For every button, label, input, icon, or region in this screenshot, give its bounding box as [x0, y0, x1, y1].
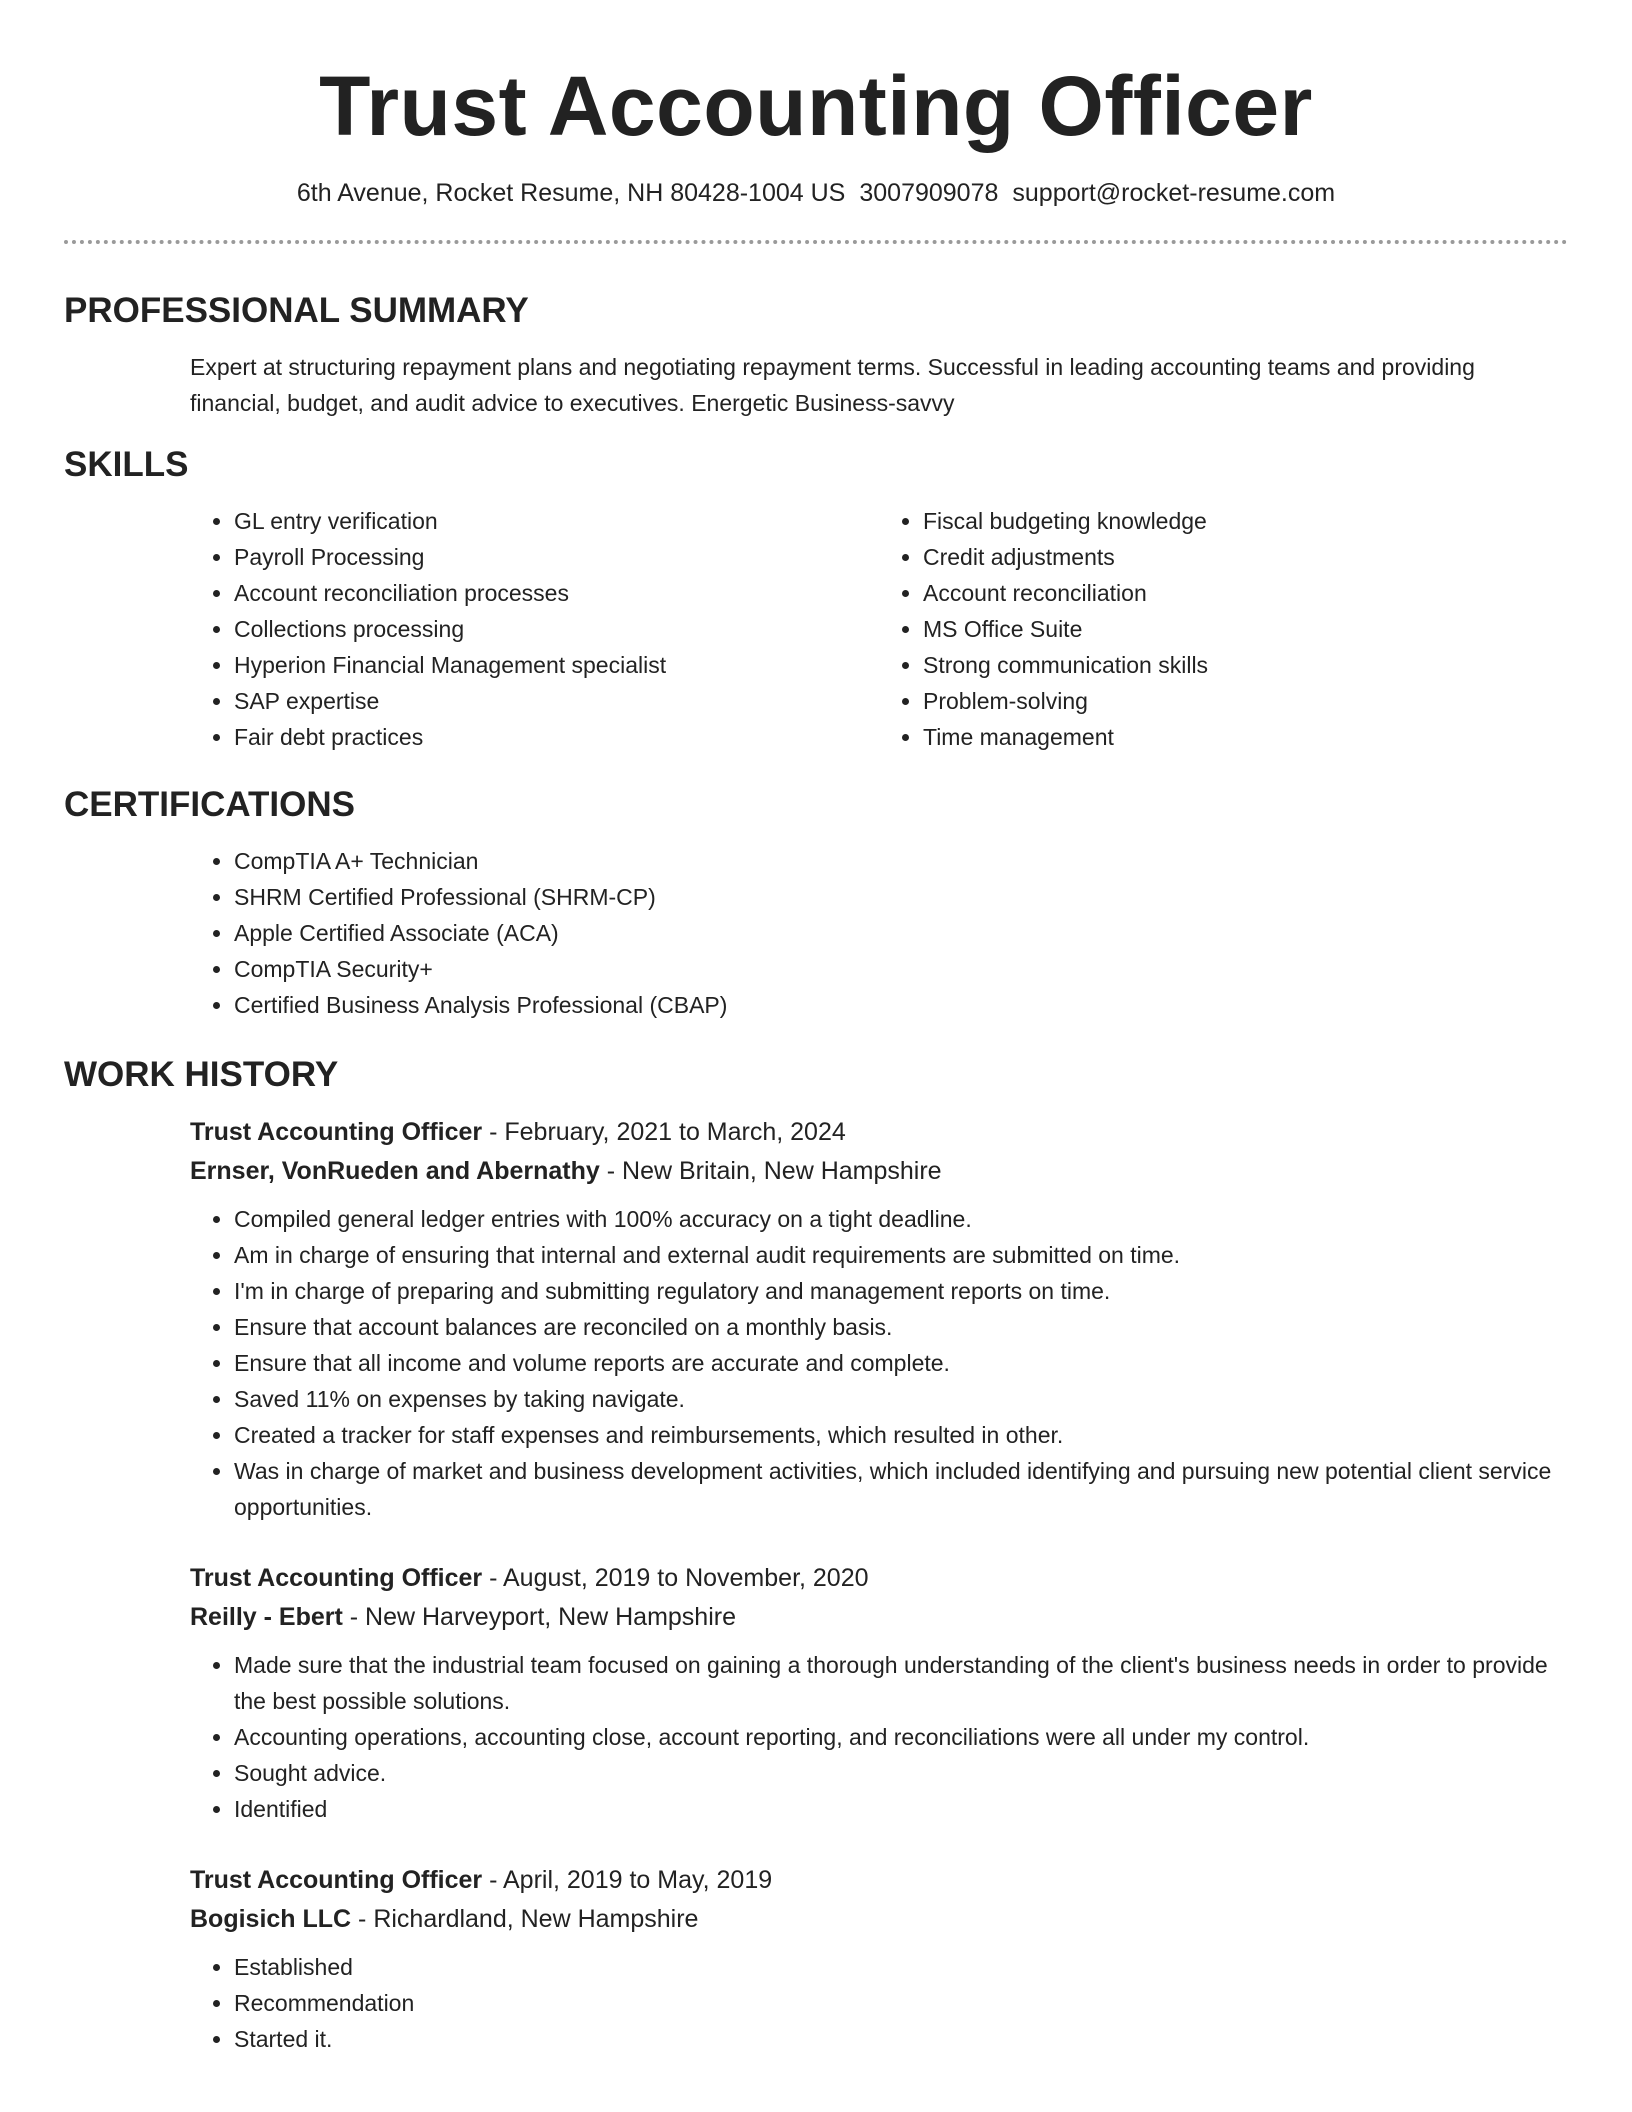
header-divider	[64, 240, 1568, 244]
skill-item: • Hyperion Financial Management specialist	[234, 647, 879, 683]
job-entry	[190, 1559, 1568, 1827]
job-bullet: • Recommendation	[234, 1985, 1568, 2021]
job-bullet: • I'm in charge of preparing and submitting regulatory and management reports on time.	[234, 1273, 1568, 1309]
job-location: - New Harveyport, New Hampshire	[342, 1603, 736, 1631]
skill-item: • Account reconciliation	[923, 575, 1568, 611]
contact-line	[64, 176, 1568, 210]
skill-item: • MS Office Suite	[923, 611, 1568, 647]
certifications-section	[64, 783, 1568, 1023]
skill-item: • Credit adjustments	[923, 539, 1568, 575]
job-dates: - August, 2019 to November, 2020	[482, 1564, 869, 1592]
work-history-section	[64, 1053, 1568, 2057]
job-bullet: • Compiled general ledger entries with 100% accuracy on a tight deadline.	[234, 1201, 1568, 1237]
job-company: Bogisich LLC	[190, 1905, 352, 1933]
skill-item: • GL entry verification	[234, 503, 879, 539]
summary-section	[64, 289, 1568, 421]
skill-item: • Account reconciliation processes	[234, 575, 879, 611]
job-bullet: • Created a tracker for staff expenses and reimbursements, which resulted in other.	[234, 1417, 1568, 1453]
job-bullets	[190, 1647, 1568, 1827]
skill-item: • Fiscal budgeting knowledge	[923, 503, 1568, 539]
skill-item: • SAP expertise	[234, 683, 879, 719]
job-bullets	[190, 1949, 1568, 2057]
job-company-line	[190, 1598, 1568, 1637]
job-role: Trust Accounting Officer	[190, 1564, 483, 1592]
job-location: - New Britain, New Hampshire	[599, 1157, 942, 1185]
contact-address: 6th Avenue, Rocket Resume, NH 80428-1004 US	[296, 179, 846, 207]
certification-item: • CompTIA Security+	[234, 951, 1568, 987]
summary-text: Expert at structuring repayment plans and negotiating repayment terms. Successful in leading accounting teams and providing financial, budget, and audit advice to executives. Energetic Business-savvy	[190, 354, 1475, 416]
skill-item: • Problem-solving	[923, 683, 1568, 719]
job-role-line	[190, 1559, 1568, 1598]
job-bullet: • Made sure that the industrial team focused on gaining a thorough understanding of the client's business needs in order to provide the best possible solutions.	[234, 1647, 1568, 1719]
work-history-title: WORK HISTORY	[64, 1055, 339, 1094]
job-dates: - April, 2019 to May, 2019	[482, 1866, 773, 1894]
job-company: Reilly - Ebert	[190, 1603, 343, 1631]
job-bullet: • Started it.	[234, 2021, 1568, 2057]
certification-item: • Certified Business Analysis Professional (CBAP)	[234, 987, 1568, 1023]
skills-section	[64, 443, 1568, 755]
job-dates: - February, 2021 to March, 2024	[482, 1118, 846, 1146]
skills-title: SKILLS	[64, 445, 189, 484]
skills-list-right	[879, 503, 1568, 755]
job-entry	[190, 1861, 1568, 2057]
job-bullet: • Ensure that account balances are reconciled on a monthly basis.	[234, 1309, 1568, 1345]
certifications-title: CERTIFICATIONS	[64, 785, 356, 824]
contact-email: support@rocket-resume.com	[1012, 179, 1336, 207]
job-bullet: • Identified	[234, 1791, 1568, 1827]
job-role: Trust Accounting Officer	[190, 1866, 483, 1894]
certification-item: • SHRM Certified Professional (SHRM-CP)	[234, 879, 1568, 915]
skill-item: • Payroll Processing	[234, 539, 879, 575]
certification-item: • CompTIA A+ Technician	[234, 843, 1568, 879]
skill-item: • Fair debt practices	[234, 719, 879, 755]
summary-title: PROFESSIONAL SUMMARY	[64, 291, 529, 330]
skill-item: • Strong communication skills	[923, 647, 1568, 683]
job-company-line	[190, 1152, 1568, 1191]
job-role-line	[190, 1861, 1568, 1900]
skill-item: • Collections processing	[234, 611, 879, 647]
job-bullet: • Saved 11% on expenses by taking navigate.	[234, 1381, 1568, 1417]
skill-item: • Time management	[923, 719, 1568, 755]
job-company-line	[190, 1900, 1568, 1939]
job-bullets	[190, 1201, 1568, 1525]
job-bullet: • Ensure that all income and volume reports are accurate and complete.	[234, 1345, 1568, 1381]
job-location: - Richardland, New Hampshire	[351, 1905, 699, 1933]
job-bullet: • Sought advice.	[234, 1755, 1568, 1791]
certification-item: • Apple Certified Associate (ACA)	[234, 915, 1568, 951]
job-bullet: • Am in charge of ensuring that internal and external audit requirements are submitted on time.	[234, 1237, 1568, 1273]
contact-phone: 3007909078	[859, 179, 999, 207]
job-bullet: • Was in charge of market and business development activities, which included identifying and pursuing new potential client service opportunities.	[234, 1453, 1568, 1525]
job-bullet: • Established	[234, 1949, 1568, 1985]
job-bullet: • Accounting operations, accounting close, account reporting, and reconciliations were all under my control.	[234, 1719, 1568, 1755]
job-entry	[190, 1113, 1568, 1525]
job-role-line	[190, 1113, 1568, 1152]
job-role: Trust Accounting Officer	[190, 1118, 483, 1146]
candidate-name: Trust Accounting Officer	[319, 59, 1313, 153]
skills-list-left	[190, 503, 879, 755]
certifications-list	[190, 843, 1568, 1023]
job-company: Ernser, VonRueden and Abernathy	[190, 1157, 600, 1185]
